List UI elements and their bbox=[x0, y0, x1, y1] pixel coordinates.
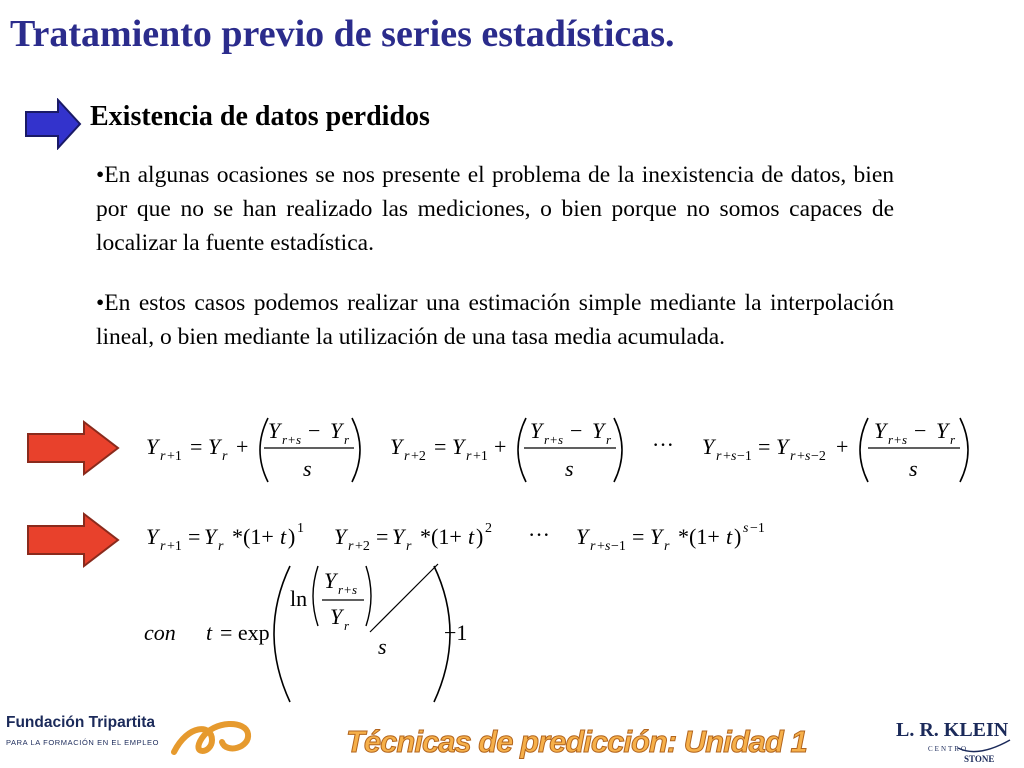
svg-text:+1: +1 bbox=[167, 449, 182, 464]
svg-text:−1: −1 bbox=[750, 521, 765, 536]
svg-text:r: r bbox=[590, 539, 596, 554]
svg-text:=: = bbox=[376, 524, 389, 549]
svg-text:+1: +1 bbox=[473, 449, 488, 464]
svg-text:r: r bbox=[404, 449, 410, 464]
svg-text:): ) bbox=[288, 524, 296, 549]
svg-text:*(1+: *(1+ bbox=[420, 524, 462, 549]
svg-text:Y: Y bbox=[330, 604, 343, 629]
svg-text:Y: Y bbox=[146, 524, 159, 549]
svg-text:s: s bbox=[352, 582, 358, 597]
svg-text:s: s bbox=[558, 432, 564, 447]
svg-text:*(1+: *(1+ bbox=[232, 524, 274, 549]
svg-text:t: t bbox=[726, 524, 733, 549]
paragraph-1: •En algunas ocasiones se nos presente el problema de la inexistencia de datos, bien por que no se han realizado las mediciones, o bien porque no somos capaces de localizar la fuente estadística. bbox=[96, 162, 894, 256]
svg-text:+: + bbox=[597, 539, 605, 554]
svg-text:r: r bbox=[544, 432, 550, 447]
svg-text:s: s bbox=[731, 449, 737, 464]
svg-text:=: = bbox=[188, 524, 201, 549]
svg-text:): ) bbox=[476, 524, 484, 549]
svg-text:2: 2 bbox=[485, 521, 492, 536]
svg-text:+: + bbox=[836, 434, 849, 459]
svg-text:r: r bbox=[344, 432, 350, 447]
svg-text:=: = bbox=[758, 434, 771, 459]
ln-label: ln bbox=[290, 586, 308, 611]
svg-text:r: r bbox=[950, 432, 956, 447]
svg-text:s: s bbox=[805, 449, 811, 464]
centro-label: CENTRO bbox=[928, 745, 968, 753]
svg-text:+: + bbox=[723, 449, 731, 464]
t-definition-formula bbox=[140, 560, 500, 706]
svg-text:r: r bbox=[664, 539, 670, 554]
svg-text:r: r bbox=[790, 449, 796, 464]
svg-text:−1: −1 bbox=[737, 449, 752, 464]
svg-text:Y: Y bbox=[874, 418, 887, 443]
ellipsis: ··· bbox=[528, 522, 550, 547]
svg-text:Y: Y bbox=[204, 524, 217, 549]
svg-text:Y: Y bbox=[776, 434, 789, 459]
svg-text:+: + bbox=[797, 449, 805, 464]
lr-klein-logo bbox=[892, 714, 1022, 766]
svg-text:s: s bbox=[303, 456, 312, 481]
svg-text:−: − bbox=[914, 418, 927, 443]
svg-text:+: + bbox=[288, 432, 296, 447]
svg-text:=: = bbox=[190, 434, 203, 459]
arrow-right-icon bbox=[24, 98, 82, 150]
svg-text:r: r bbox=[716, 449, 722, 464]
svg-text:+: + bbox=[344, 582, 352, 597]
svg-text:Y: Y bbox=[324, 568, 337, 593]
svg-text:): ) bbox=[734, 524, 742, 549]
svg-text:r: r bbox=[888, 432, 894, 447]
fundacion-logo-icon bbox=[168, 714, 258, 762]
rate-formulas bbox=[140, 514, 820, 560]
svg-text:+2: +2 bbox=[411, 449, 426, 464]
svg-text:s: s bbox=[605, 539, 611, 554]
svg-text:r: r bbox=[222, 449, 228, 464]
svg-text:+: + bbox=[236, 434, 249, 459]
svg-text:s: s bbox=[565, 456, 574, 481]
svg-text:s: s bbox=[743, 521, 749, 536]
svg-text:−2: −2 bbox=[811, 449, 826, 464]
svg-text:r: r bbox=[348, 539, 354, 554]
svg-text:Y: Y bbox=[334, 524, 347, 549]
svg-text:−: − bbox=[570, 418, 583, 443]
svg-text:r: r bbox=[160, 449, 166, 464]
svg-text:r: r bbox=[160, 539, 166, 554]
svg-text:Y: Y bbox=[390, 434, 403, 459]
t-variable: t bbox=[206, 620, 213, 645]
ellipsis: ··· bbox=[652, 432, 674, 457]
svg-text:Y: Y bbox=[650, 524, 663, 549]
page-title: Tratamiento previo de series estadísticas. bbox=[10, 13, 675, 55]
minus-one: −1 bbox=[444, 620, 468, 645]
stone-label: STONE bbox=[964, 754, 995, 764]
svg-text:r: r bbox=[406, 539, 412, 554]
svg-text:s: s bbox=[378, 634, 387, 659]
svg-text:s: s bbox=[902, 432, 908, 447]
fundacion-tripartita-logo-tagline: PARA LA FORMACIÓN EN EL EMPLEO bbox=[6, 738, 160, 747]
svg-text:r: r bbox=[218, 539, 224, 554]
arrow-right-icon bbox=[24, 510, 122, 570]
svg-text:Y: Y bbox=[392, 524, 405, 549]
svg-text:r: r bbox=[466, 449, 472, 464]
svg-text:Y: Y bbox=[268, 418, 281, 443]
svg-text:Y: Y bbox=[452, 434, 465, 459]
arrow-right-icon bbox=[24, 418, 122, 478]
svg-text:t: t bbox=[280, 524, 287, 549]
svg-text:+: + bbox=[894, 432, 902, 447]
svg-text:Y: Y bbox=[936, 418, 949, 443]
section-heading: Existencia de datos perdidos bbox=[90, 101, 430, 132]
svg-text:r: r bbox=[606, 432, 612, 447]
svg-text:r: r bbox=[338, 582, 344, 597]
svg-text:−: − bbox=[308, 418, 321, 443]
svg-text:Y: Y bbox=[330, 418, 343, 443]
exp-label: = exp bbox=[220, 620, 270, 645]
svg-text:Y: Y bbox=[530, 418, 543, 443]
svg-text:−1: −1 bbox=[611, 539, 626, 554]
fundacion-tripartita-logo-name: Fundación Tripartita bbox=[6, 714, 155, 731]
svg-text:s: s bbox=[296, 432, 302, 447]
svg-text:Y: Y bbox=[702, 434, 715, 459]
svg-text:r: r bbox=[282, 432, 288, 447]
svg-text:r: r bbox=[344, 618, 350, 633]
con-label: con bbox=[144, 620, 176, 645]
paragraph-2: •En estos casos podemos realizar una estimación simple mediante la interpolación lineal, o bien mediante la utilización de una tasa media acumulada. bbox=[96, 290, 894, 350]
svg-text:Y: Y bbox=[576, 524, 589, 549]
svg-text:=: = bbox=[434, 434, 447, 459]
svg-text:+2: +2 bbox=[355, 539, 370, 554]
course-title: Técnicas de predicción: Unidad 1 bbox=[346, 724, 807, 759]
svg-text:*(1+: *(1+ bbox=[678, 524, 720, 549]
svg-text:t: t bbox=[468, 524, 475, 549]
svg-text:+: + bbox=[494, 434, 507, 459]
svg-text:Y: Y bbox=[208, 434, 221, 459]
svg-text:+: + bbox=[550, 432, 558, 447]
svg-text:Y: Y bbox=[146, 434, 159, 459]
lr-klein-logo-text: L. R. KLEIN bbox=[896, 719, 1009, 741]
interpolation-formulas bbox=[140, 408, 980, 490]
svg-text:+1: +1 bbox=[167, 539, 182, 554]
svg-text:s: s bbox=[909, 456, 918, 481]
svg-text:Y: Y bbox=[592, 418, 605, 443]
svg-text:1: 1 bbox=[297, 521, 304, 536]
svg-text:=: = bbox=[632, 524, 645, 549]
